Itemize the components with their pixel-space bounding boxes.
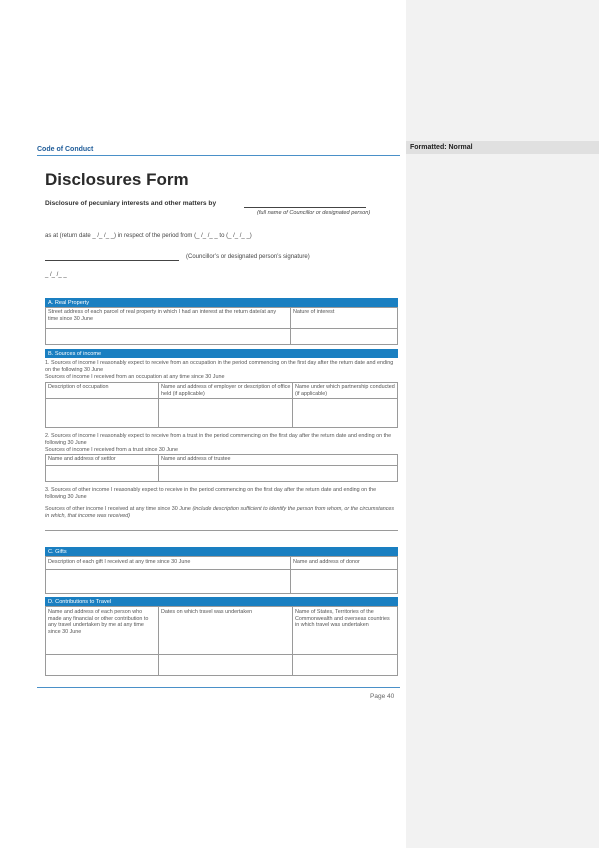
table-divider — [45, 569, 398, 570]
table-divider — [45, 654, 398, 655]
section-b-t2-col1: Name and address of settlor — [48, 456, 116, 462]
section-b-p3b-text: Sources of other income I received at any time since 30 June — [45, 506, 191, 512]
comment-pane — [406, 0, 599, 848]
page-number: Page 40 — [370, 693, 395, 700]
section-b-t1-col2: Name and address of employer or description of office held (if applicable) — [161, 384, 291, 397]
table-divider — [45, 465, 398, 466]
table-divider — [290, 307, 291, 345]
section-b-t2-col2: Name and address of trustee — [161, 456, 231, 462]
table-divider — [45, 328, 398, 329]
section-c-header: C. Gifts — [45, 547, 398, 556]
as-at-line: as at (return date _ /_ /_ _) in respect of the period from (_ /_ /_ _ to (_ /_ /_ _) — [45, 233, 252, 239]
section-b-rule — [45, 530, 398, 531]
table-divider — [158, 606, 159, 676]
section-b-p1b: Sources of income I received from an occupation at any time since 30 June — [45, 374, 225, 380]
section-d-col1: Name and address of each person who made any financial or other contribution to any travel undertaken by me at any time since 30 June — [48, 609, 149, 635]
doc-header-label: Code of Conduct — [37, 146, 94, 153]
section-a-header: A. Real Property — [45, 298, 398, 307]
table-divider — [158, 454, 159, 482]
section-c-col2: Name and address of donor — [293, 559, 360, 565]
section-b-p1: 1. Sources of income I reasonably expect to receive from an occupation in the period commencing on the first day after the return date and ending on the following 30 June — [45, 360, 394, 373]
section-b-header: B. Sources of income — [45, 349, 398, 358]
section-b-t1-col3: Name under which partnership conducted (if applicable) — [295, 384, 395, 397]
section-d-header: D. Contributions to Travel — [45, 597, 398, 606]
section-b-p3b-note: (include description sufficient to identify the person from whom, or the circumstances in which, that income was received) — [45, 506, 395, 519]
signature-field[interactable] — [45, 260, 179, 261]
section-b-p2: 2. Sources of income I reasonably expect to receive from a trust in the period commencing on the first day after the return date and ending on the following 30 June — [45, 433, 392, 446]
table-divider — [292, 382, 293, 428]
name-note: (full name of Councillor or designated person) — [257, 210, 371, 216]
footer-rule — [37, 687, 400, 688]
section-a-col1: Street address of each parcel of real property in which I had an interest at the return date/at any time since 30 June — [48, 309, 277, 322]
disclosure-intro: Disclosure of pecuniary interests and other matters by — [45, 200, 217, 207]
signature-note: (Councillor’s or designated person’s signature) — [186, 254, 310, 260]
table-divider — [158, 382, 159, 428]
section-b-p2b: Sources of income I received from a trust since 30 June — [45, 447, 179, 453]
section-b-p3: 3. Sources of other income I reasonably expect to receive in the period commencing on the first day after the return date and ending on the following 30 June — [45, 487, 377, 500]
section-a-col2: Nature of interest — [293, 309, 335, 315]
name-field[interactable] — [244, 207, 366, 208]
table-divider — [290, 556, 291, 594]
section-b-p3b — [45, 506, 396, 519]
table-divider — [292, 606, 293, 676]
header-rule — [37, 155, 400, 156]
comment-pane-title: Formatted: Normal — [406, 141, 599, 154]
table-divider — [45, 398, 398, 399]
section-d-col3: Name of States, Territories of the Commonwealth and overseas countries in which travel was undertaken — [295, 609, 390, 629]
section-c-col1: Description of each gift I received at any time since 30 June — [48, 559, 191, 565]
section-d-col2: Dates on which travel was undertaken — [161, 609, 253, 615]
form-title: Disclosures Form — [45, 170, 189, 189]
section-b-t1-col1: Description of occupation — [48, 384, 109, 390]
date-blank: _ /_ /_ _ — [45, 272, 67, 278]
